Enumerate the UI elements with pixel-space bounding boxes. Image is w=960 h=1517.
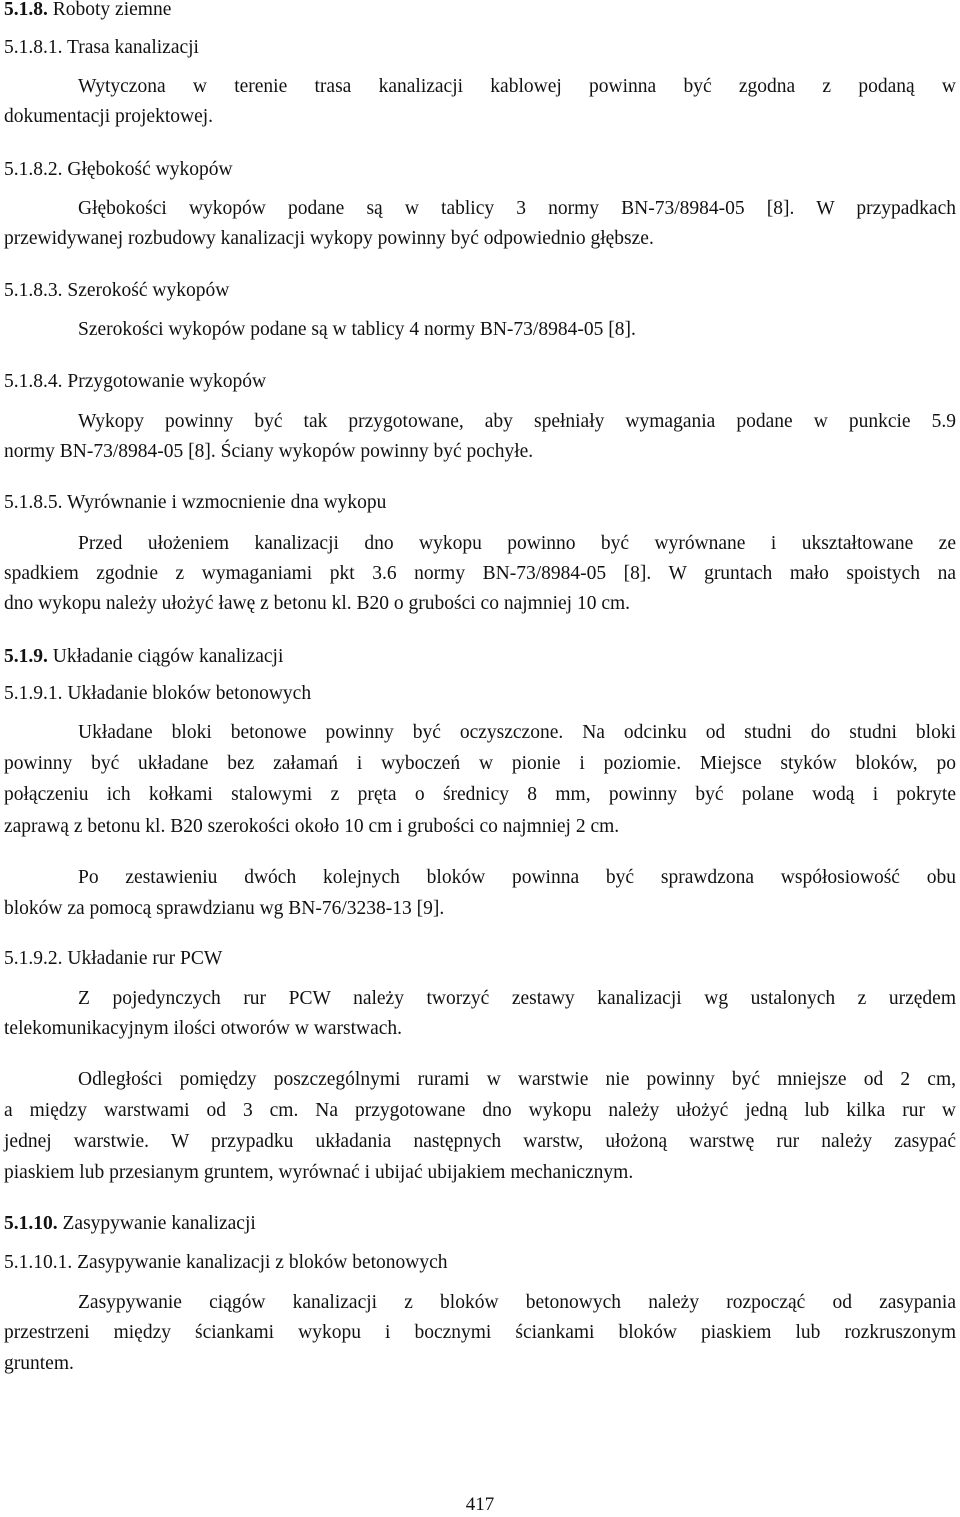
heading-title: Szerokość wykopów [67,280,230,301]
heading-5-1-10-1 [4,1251,448,1275]
heading-title: Zasypywanie kanalizacji [62,1213,256,1234]
paragraph-line: powinny być układane bez załamań i wyboczeń w pionie i poziomie. Miejsce styków bloków, po [4,753,956,774]
paragraph-line: bloków za pomocą sprawdzianu wg BN-76/3238-13 [9]. [4,898,445,919]
heading-title: Układanie rur PCW [67,948,223,969]
heading-number: 5.1.10.1. [4,1252,73,1273]
heading-number: 5.1.8.4. [4,371,63,392]
heading-title: Wyrównanie i wzmocnienie dna wykopu [67,492,387,513]
heading-5-1-8-2 [4,158,233,182]
heading-number: 5.1.9.1. [4,683,63,704]
heading-title: Układanie ciągów kanalizacji [52,646,284,667]
heading-number: 5.1.8.1. [4,37,63,58]
heading-number: 5.1.9. [4,646,48,667]
paragraph-line: piaskiem lub przesianym gruntem, wyrównać i ubijać ubijakiem mechanicznym. [4,1162,634,1183]
heading-title: Trasa kanalizacji [67,37,199,58]
paragraph-line: Wytyczona w terenie trasa kanalizacji kablowej powinna być zgodna z podaną w [78,76,956,97]
heading-5-1-9-2 [4,947,222,971]
paragraph-line: zaprawą z betonu kl. B20 szerokości około 10 cm i grubości co najmniej 2 cm. [4,816,620,837]
heading-number: 5.1.8.2. [4,159,63,180]
paragraph-line: Układane bloki betonowe powinny być oczyszczone. Na odcinku od studni do studni bloki [78,722,956,743]
paragraph-line: Przed ułożeniem kanalizacji dno wykopu powinno być wyrównane i ukształtowane ze [78,533,956,554]
heading-5-1-8 [4,0,171,22]
paragraph-line: telekomunikacyjnym ilości otworów w warstwach. [4,1018,403,1039]
paragraph-line: przestrzeni między ściankami wykopu i bocznymi ściankami bloków piaskiem lub rozkruszonym [4,1322,956,1343]
paragraph-line: dokumentacji projektowej. [4,106,214,127]
heading-title: Układanie bloków betonowych [67,683,312,704]
paragraph-line: a między warstwami od 3 cm. Na przygotowane dno wykopu należy ułożyć jedną lub kilka rur w [4,1100,956,1121]
heading-title: Przygotowanie wykopów [67,371,267,392]
heading-number: 5.1.8.5. [4,492,63,513]
page-number: 417 [465,1494,495,1515]
heading-5-1-9 [4,645,283,669]
heading-title: Roboty ziemne [52,0,172,20]
heading-title: Zasypywanie kanalizacji z bloków betonowych [77,1252,448,1273]
heading-number: 5.1.10. [4,1213,58,1234]
heading-number: 5.1.9.2. [4,948,63,969]
heading-5-1-10 [4,1212,256,1236]
heading-5-1-8-5 [4,491,386,515]
paragraph-line: przewidywanej rozbudowy kanalizacji wykopy powinny być odpowiednio głębsze. [4,228,654,249]
heading-5-1-8-4 [4,370,266,394]
paragraph-line: dno wykopu należy ułożyć ławę z betonu kl. B20 o grubości co najmniej 10 cm. [4,593,631,614]
paragraph-line: Szerokości wykopów podane są w tablicy 4 normy BN-73/8984-05 [8]. [78,319,636,340]
paragraph-line: Z pojedynczych rur PCW należy tworzyć zestawy kanalizacji wg ustalonych z urzędem [78,988,956,1009]
heading-number: 5.1.8.3. [4,280,63,301]
paragraph-line: normy BN-73/8984-05 [8]. Ściany wykopów powinny być pochyłe. [4,441,534,462]
paragraph-line: jednej warstwie. W przypadku układania następnych warstw, ułożoną warstwę rur należy zasypać [4,1131,956,1152]
paragraph-line: połączeniu ich kołkami stalowymi z pręta o średnicy 8 mm, powinny być polane wodą i pokryte [4,784,956,805]
paragraph-line: Zasypywanie ciągów kanalizacji z bloków betonowych należy rozpocząć od zasypania [78,1292,956,1313]
heading-title: Głębokość wykopów [67,159,233,180]
paragraph-line: Głębokości wykopów podane są w tablicy 3 normy BN-73/8984-05 [8]. W przypadkach [78,198,956,219]
paragraph-line: spadkiem zgodnie z wymaganiami pkt 3.6 normy BN-73/8984-05 [8]. W gruntach mało spoistych na [4,563,956,584]
paragraph-line: Wykopy powinny być tak przygotowane, aby spełniały wymagania podane w punkcie 5.9 [78,411,956,432]
heading-5-1-8-3 [4,279,229,303]
paragraph-line: Po zestawieniu dwóch kolejnych bloków powinna być sprawdzona współosiowość obu [78,867,956,888]
heading-5-1-8-1 [4,36,199,60]
heading-5-1-9-1 [4,682,311,706]
heading-number: 5.1.8. [4,0,48,20]
paragraph-line: gruntem. [4,1353,74,1374]
paragraph-line: Odległości pomiędzy poszczególnymi rurami w warstwie nie powinny być mniejsze od 2 cm, [78,1069,956,1090]
